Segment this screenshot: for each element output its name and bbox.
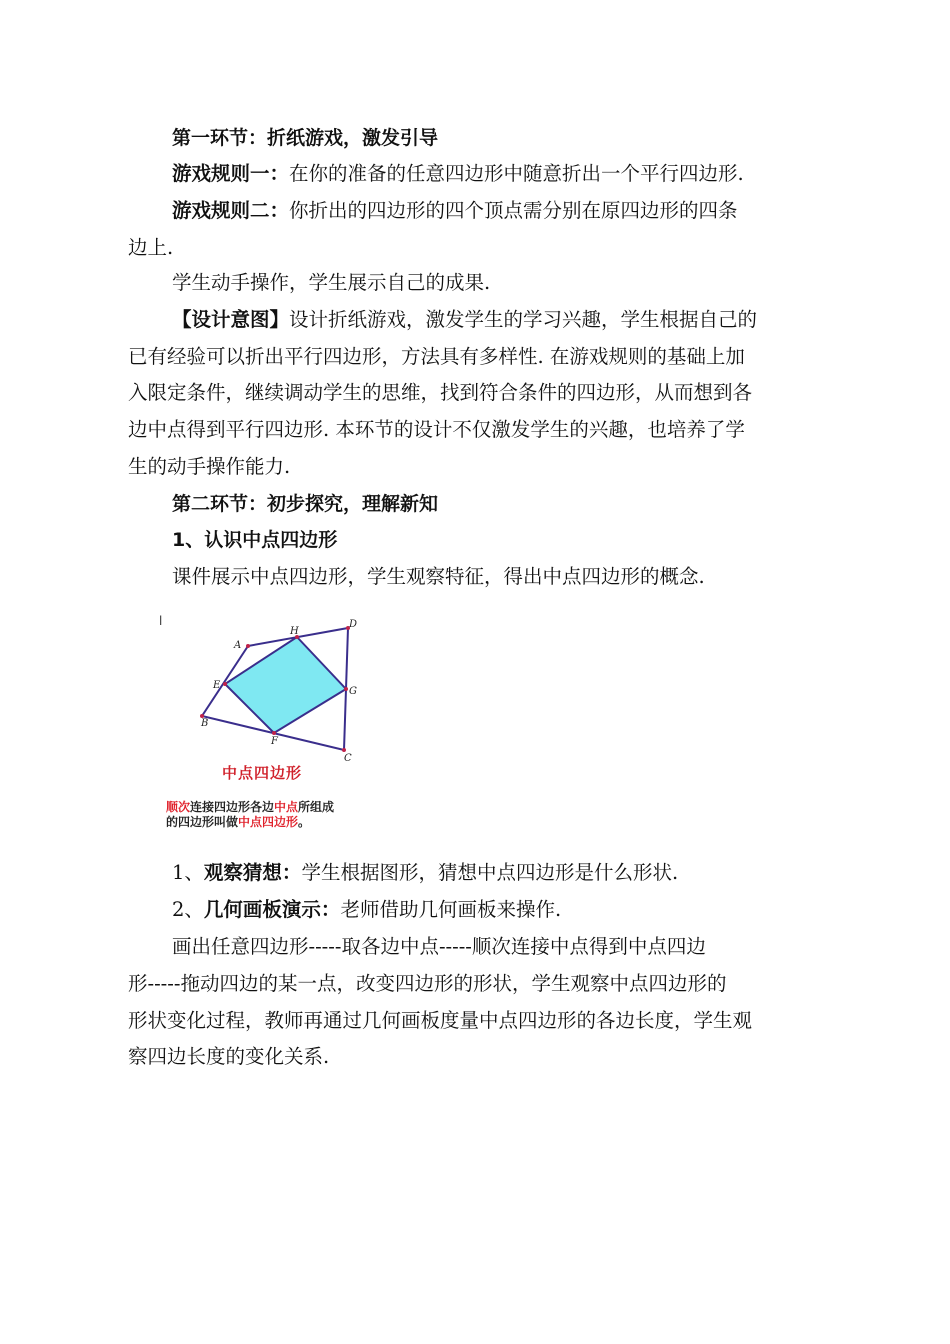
- intent-line: 已有经验可以折出平行四边形，方法具有多样性. 在游戏规则的基础上加: [128, 345, 745, 368]
- item-number: 1、: [172, 861, 204, 884]
- section1-title: 第一环节：折纸游戏，激发引导: [172, 127, 439, 149]
- section2-title: 第二环节：初步探究，理解新知: [172, 493, 439, 515]
- label-e: E: [213, 680, 221, 691]
- item-text: 学生根据图形，猜想中点四边形是什么形状.: [301, 861, 679, 884]
- design-intent: [172, 308, 828, 332]
- def-part: 的四边形叫做: [166, 815, 239, 829]
- item-text: 老师借助几何画板来操作.: [340, 898, 562, 921]
- def-part: 顺次: [166, 800, 191, 814]
- midpoint-quadrilateral-figure: [150, 606, 390, 836]
- rule1: [172, 162, 828, 186]
- midpoint-g: [344, 687, 348, 691]
- def-part: 。: [298, 815, 311, 829]
- corner-mark: l: [159, 614, 163, 628]
- paragraph-line: 形状变化过程，教师再通过几何画板度量中点四边形的各边长度，学生观: [128, 1009, 753, 1032]
- item-label: 观察猜想：: [203, 861, 302, 884]
- label-h: H: [290, 626, 299, 637]
- midpoint-f: [272, 731, 276, 735]
- paragraph-line: 形-----拖动四边的某一点，改变四边形的形状，学生观察中点四边形的: [128, 972, 727, 995]
- activity-text: 学生动手操作，学生展示自己的成果.: [172, 271, 491, 294]
- rule1-text: 在你的准备的任意四边形中随意折出一个平行四边形.: [289, 162, 744, 185]
- item-number: 2、: [172, 898, 204, 921]
- figure-title: 中点四边形: [222, 764, 303, 782]
- subsection-title: 1、认识中点四边形: [172, 529, 338, 551]
- label-f: F: [271, 736, 278, 747]
- intent-text: 设计折纸游戏，激发学生的学习兴趣，学生根据自己的: [289, 308, 758, 331]
- rule2-label: 游戏规则二：: [172, 199, 290, 222]
- label-a: A: [234, 640, 242, 651]
- figure-definition: [166, 800, 334, 830]
- def-part: 所组成: [298, 800, 335, 814]
- intent-line: 入限定条件，继续调动学生的思维，找到符合条件的四边形，从而想到各: [128, 381, 753, 404]
- intent-line: 生的动手操作能力.: [128, 455, 291, 478]
- intent-label: 【设计意图】: [172, 308, 290, 331]
- rule2: [172, 199, 828, 223]
- rule2-text-cont: 边上.: [128, 236, 174, 259]
- subsection-text: 课件展示中点四边形，学生观察特征，得出中点四边形的概念.: [172, 565, 705, 588]
- intent-line: 边中点得到平行四边形. 本环节的设计不仅激发学生的兴趣，也培养了学: [128, 418, 745, 441]
- label-c: C: [344, 753, 352, 764]
- vertex-c: [342, 748, 346, 752]
- label-g: G: [349, 686, 357, 697]
- item-geometry-demo: [172, 898, 828, 922]
- paragraph-line: 察四边长度的变化关系.: [128, 1045, 330, 1068]
- item-label: 几何画板演示：: [203, 898, 341, 921]
- midpoint-e: [223, 682, 227, 686]
- quadrilateral-diagram: [150, 606, 390, 766]
- rule1-label: 游戏规则一：: [172, 162, 290, 185]
- midpoint-quadrilateral: [225, 637, 346, 733]
- rule2-text: 你折出的四边形的四个顶点需分别在原四边形的四条: [289, 199, 738, 222]
- def-part: 连接四边形各边: [190, 800, 275, 814]
- def-part: 中点: [274, 800, 299, 814]
- vertex-a: [246, 644, 250, 648]
- item-observe-guess: [172, 861, 828, 885]
- label-b: B: [201, 718, 209, 729]
- paragraph-line: 画出任意四边形-----取各边中点-----顺次连接中点得到中点四边: [172, 935, 706, 958]
- label-d: D: [349, 619, 358, 630]
- def-part: 中点四边形: [238, 815, 299, 829]
